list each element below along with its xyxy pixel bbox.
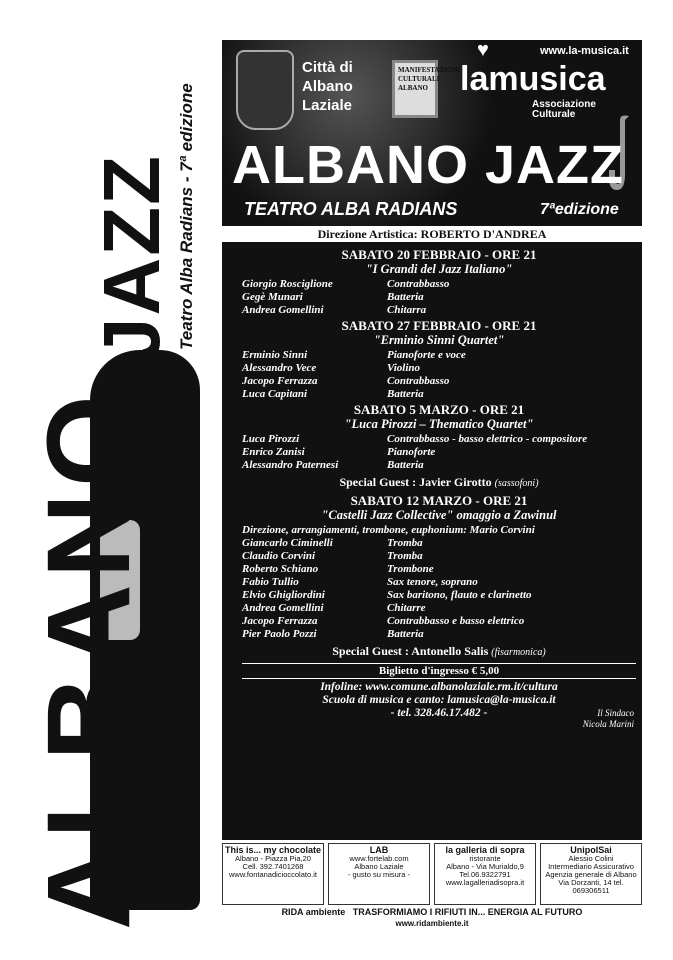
side-title-jazz: JAZZ [87,154,176,362]
info-line: Infoline: www.comune.albanolaziale.rm.it/cultura [320,681,558,693]
player-instrument: Tromba [387,537,423,549]
header [222,40,642,226]
player-instrument: Contrabbasso - basso elettrico - compositore [387,433,588,445]
player-row [242,602,636,615]
sponsor-line: Albano - Piazza Pia,20 [235,854,311,863]
side-subtitle: Teatro Alba Radians - 7ª edizione [177,83,196,350]
player-row [242,550,636,563]
player-instrument: Violino [387,362,421,374]
player-row [242,563,636,576]
player-name: Fabio Tullio [242,576,299,588]
sponsor-line: Cell. 392.7401268 [242,862,304,871]
events-list [222,242,642,729]
guest-name: Special Guest : Javier Girotto [339,475,492,489]
sponsor-title: LAB [369,845,389,855]
sponsor-line: Tel.06.9322791 [459,870,511,879]
heart-icon: ♥ [477,39,489,61]
rida-url: www.ridambiente.it [395,919,469,928]
player-name: Andrea Gomellini [242,304,324,316]
player-row [242,537,636,550]
player-name: Claudio Corvini [242,550,316,562]
brand-logo: lamusica [460,60,606,98]
website: www.la-musica.it [540,45,629,57]
player-row [242,278,636,291]
player-instrument: Batteria [387,291,424,303]
sponsor-ad [434,843,536,905]
player-instrument: Contrabbasso [387,375,450,387]
player-instrument: Chitarre [387,602,426,614]
player-name: Jacopo Ferrazza [242,615,318,627]
player-instrument: Pianoforte e voce [387,349,466,361]
mayor-title: Il Sindaco [597,708,634,718]
player-instrument: Sax tenore, soprano [387,576,478,588]
info-line: Scuola di musica e canto: lamusica@la-musica.it [322,694,556,706]
festival-title: ALBANO JAZZ [232,135,624,195]
sponsor-line: Agenzia generale di Albano [545,870,637,879]
city-crest-logo [236,50,294,130]
event-date: SABATO 27 FEBBRAIO - ORE 21 [341,318,537,333]
player-row [242,446,636,459]
sponsor-line: Intermediario Assicurativo [548,862,634,871]
sponsor-line: www.lagalleriadisopra.it [445,878,525,887]
player-row [242,304,636,317]
sponsors [222,843,642,905]
player-name: Alessandro Vece [242,362,317,374]
artistic-direction: Direzione Artistica: ROBERTO D'ANDREA [222,226,642,242]
brand-subtitle: Associazione Culturale [532,99,596,120]
mayor-name: Nicola Marini [582,719,634,729]
player-row [242,433,636,446]
player-name: Jacopo Ferrazza [242,375,318,387]
side-title-albano: ALBANO [23,389,155,930]
player-row [242,628,636,641]
manifestazioni-logo: MANIFESTAZIONI CULTURALI ALBANO [392,60,438,118]
player-row [242,576,636,589]
event-date: SABATO 12 MARZO - ORE 21 [350,493,528,508]
player-row [242,375,636,388]
sponsor-line: Alessio Colini [568,854,614,863]
player-name: Luca Pirozzi [242,433,300,445]
rida-banner [222,907,642,931]
program-panel [222,40,642,840]
player-name: Giancarlo Ciminelli [242,537,333,549]
player-instrument: Batteria [387,628,424,640]
player-row [242,291,636,304]
player-row [242,589,636,602]
event-name: "Erminio Sinni Quartet" [373,333,505,347]
player-instrument: Tromba [387,550,423,562]
player-row [242,459,636,472]
edition: 7ªedizione [540,201,619,218]
guest-note: (fisarmonica) [491,647,546,658]
sponsor-line: Albano Laziale [354,862,404,871]
player-name: Giorgio Rosciglione [242,278,333,290]
player-row [242,388,636,401]
theatre-name: TEATRO ALBA RADIANS [244,199,458,219]
player-name: Gegè Munari [242,291,303,303]
guest-name: Special Guest : Antonello Salis [332,644,489,658]
player-instrument: Contrabbasso e basso elettrico [387,615,525,627]
sponsor-title: UnipolSai [570,845,612,855]
event-date: SABATO 20 FEBBRAIO - ORE 21 [341,247,537,262]
player-instrument: Trombone [387,563,434,575]
rida-logo: RIDA ambiente [281,907,346,917]
special-guest [242,475,636,491]
player-name: Andrea Gomellini [242,602,324,614]
mayor-signature [583,708,634,730]
sponsor-line: - gusto su misura - [347,870,411,879]
player-name: Roberto Schiano [242,563,319,575]
special-guest [242,644,636,660]
player-instrument: Contrabbasso [387,278,450,290]
player-row [242,349,636,362]
player-instrument: Batteria [387,388,424,400]
event-date: SABATO 5 MARZO - ORE 21 [353,402,525,417]
player-name: Pier Paolo Pozzi [242,628,317,640]
sponsor-line: ristorante [469,854,501,863]
sponsor-line: Via Dorzanti, 14 tel. 069306511 [558,878,624,895]
event-name: "Castelli Jazz Collective" omaggio a Zawinul [321,508,557,522]
player-instrument: Pianoforte [387,446,436,458]
guest-note: (sassofoni) [494,478,539,489]
sponsor-title: This is... my chocolate [224,845,322,855]
sponsor-line: Albano - Via Murialdo,9 [446,862,524,871]
sponsor-title: la galleria di sopra [445,845,525,855]
player-name: Luca Capitani [242,388,308,400]
sponsor-ad [540,843,642,905]
rida-slogan: TRASFORMIAMO I RIFIUTI IN... ENERGIA AL FUTURO [352,907,583,917]
player-name: Enrico Zanisi [242,446,305,458]
sponsor-line: www.fortelab.com [349,854,409,863]
player-name: Alessandro Paternesi [242,459,339,471]
player-name: Erminio Sinni [242,349,308,361]
sponsor-line: www.fontanadicioccolato.it [229,870,317,879]
player-instrument: Chitarra [387,304,427,316]
player-instrument: Batteria [387,459,424,471]
sponsor-ad [328,843,430,905]
player-row [242,362,636,375]
player-row [242,615,636,628]
player-name: Elvio Ghigliordini [242,589,325,601]
ticket-price: Biglietto d'ingresso € 5,00 [242,663,636,679]
event-name: "I Grandi del Jazz Italiano" [365,262,513,276]
sponsor-ad [222,843,324,905]
event-lead: Direzione, arrangiamenti, trombone, euphonium: Mario Corvini [242,524,535,536]
event-name: "Luca Pirozzi – Thematico Quartet" [344,417,534,431]
info-line: - tel. 328.46.17.482 - [390,707,488,719]
player-instrument: Sax baritono, flauto e clarinetto [387,589,532,601]
city-name: Città di Albano Laziale [302,59,353,114]
